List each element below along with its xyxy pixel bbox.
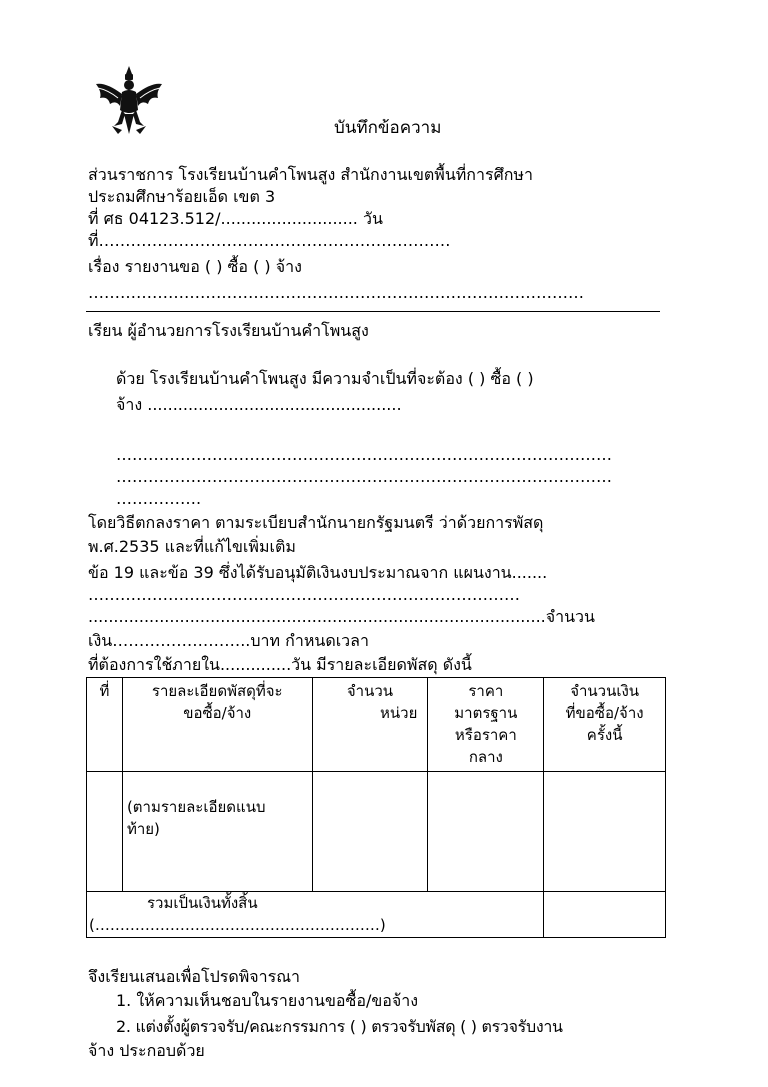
header-detail: รายละเอียดพัสดุที่จะ ขอซื้อ/จ้าง bbox=[122, 678, 312, 772]
header-amount: จำนวนเงิน ที่ขอซื้อ/จ้าง ครั้งนี้ bbox=[544, 678, 666, 772]
body-dots-line-3: ……………. bbox=[116, 489, 202, 508]
body-paragraph-1-cont: จ้าง .................................................. bbox=[116, 395, 402, 414]
body-deadline-line: ที่ต้องการใช้ภายใน..............วัน มีรายละเอียดพัสดุ ดังนี้ bbox=[88, 655, 472, 674]
total-amount-cell bbox=[544, 892, 666, 938]
header-quantity: จำนวน หน่วย bbox=[312, 678, 428, 772]
table-row bbox=[87, 772, 666, 892]
body-regulation-year: พ.ศ.2535 และที่แก้ไขเพิ่มเติม bbox=[88, 537, 296, 556]
garuda-emblem-icon bbox=[92, 64, 166, 138]
row-price-cell bbox=[428, 772, 544, 892]
memo-title: บันทึกข้อความ bbox=[334, 118, 442, 138]
row-detail-cell: (ตามรายละเอียดแนบ ท้าย) bbox=[122, 772, 312, 892]
header-no: ที่ bbox=[87, 678, 123, 772]
total-label-cell: รวมเป็นเงินทั้งสิ้น (…………………………………………………) bbox=[87, 892, 544, 938]
row-quantity-cell bbox=[312, 772, 428, 892]
body-dots-line-1: ………………………………………………………………………………… bbox=[116, 445, 612, 464]
header-line-subject: เรื่อง รายงานขอ ( ) ซื้อ ( ) จ้าง bbox=[88, 257, 302, 276]
row-amount-cell bbox=[544, 772, 666, 892]
body-dots-line-2: ………………………………………………………………………………… bbox=[116, 467, 612, 486]
header-line-department: ส่วนราชการ โรงเรียนบ้านคำโพนสูง สำนักงานเขตพื้นที่การศึกษา bbox=[88, 165, 533, 184]
body-dots-line-4: ……………………………………………………………………… bbox=[88, 585, 520, 604]
header-line-date: ที่………………………………………………………… bbox=[88, 231, 451, 250]
header-line-doc-number: ที่ ศธ 04123.512/........................... วัน bbox=[88, 209, 383, 228]
body-clause-line: ข้อ 19 และข้อ 39 ซึ่งได้รับอนุมัติเงินงบประมาณจาก แผนงาน....... bbox=[88, 563, 548, 582]
table-total-row bbox=[87, 892, 666, 938]
items-table bbox=[86, 677, 666, 938]
body-money-line: เงิน……………………..บาท กำหนดเวลา bbox=[88, 631, 369, 650]
header-price: ราคา มาตรฐาน หรือราคา กลาง bbox=[428, 678, 544, 772]
header-divider bbox=[86, 311, 660, 312]
closing-line-3: 2. แต่งตั้งผู้ตรวจรับ/คณะกรรมการ ( ) ตรวจรับพัสดุ ( ) ตรวจรับงาน bbox=[116, 1017, 563, 1036]
header-line-subject-dots: ………………………………………………………………………………… bbox=[88, 283, 584, 302]
body-method-line: โดยวิธีตกลงราคา ตามระเบียบสำนักนายกรัฐมนตรี ว่าด้วยการพัสดุ bbox=[88, 513, 544, 532]
closing-line-4: จ้าง ประกอบด้วย bbox=[88, 1041, 205, 1060]
header-line-department-cont: ประถมศึกษาร้อยเอ็ด เขต 3 bbox=[88, 187, 276, 206]
body-amount-line: ..........................................................................................จำนวน bbox=[88, 607, 595, 626]
body-paragraph-1: ด้วย โรงเรียนบ้านคำโพนสูง มีความจำเป็นที่จะต้อง ( ) ซื้อ ( ) bbox=[116, 369, 534, 388]
table-header-row bbox=[87, 678, 666, 772]
row-no-cell bbox=[87, 772, 123, 892]
closing-line-1: จึงเรียนเสนอเพื่อโปรดพิจารณา bbox=[88, 967, 301, 986]
closing-line-2: 1. ให้ความเห็นชอบในรายงานขอซื้อ/ขอจ้าง bbox=[116, 991, 419, 1010]
to-line: เรียน ผู้อำนวยการโรงเรียนบ้านคำโพนสูง bbox=[88, 321, 369, 340]
